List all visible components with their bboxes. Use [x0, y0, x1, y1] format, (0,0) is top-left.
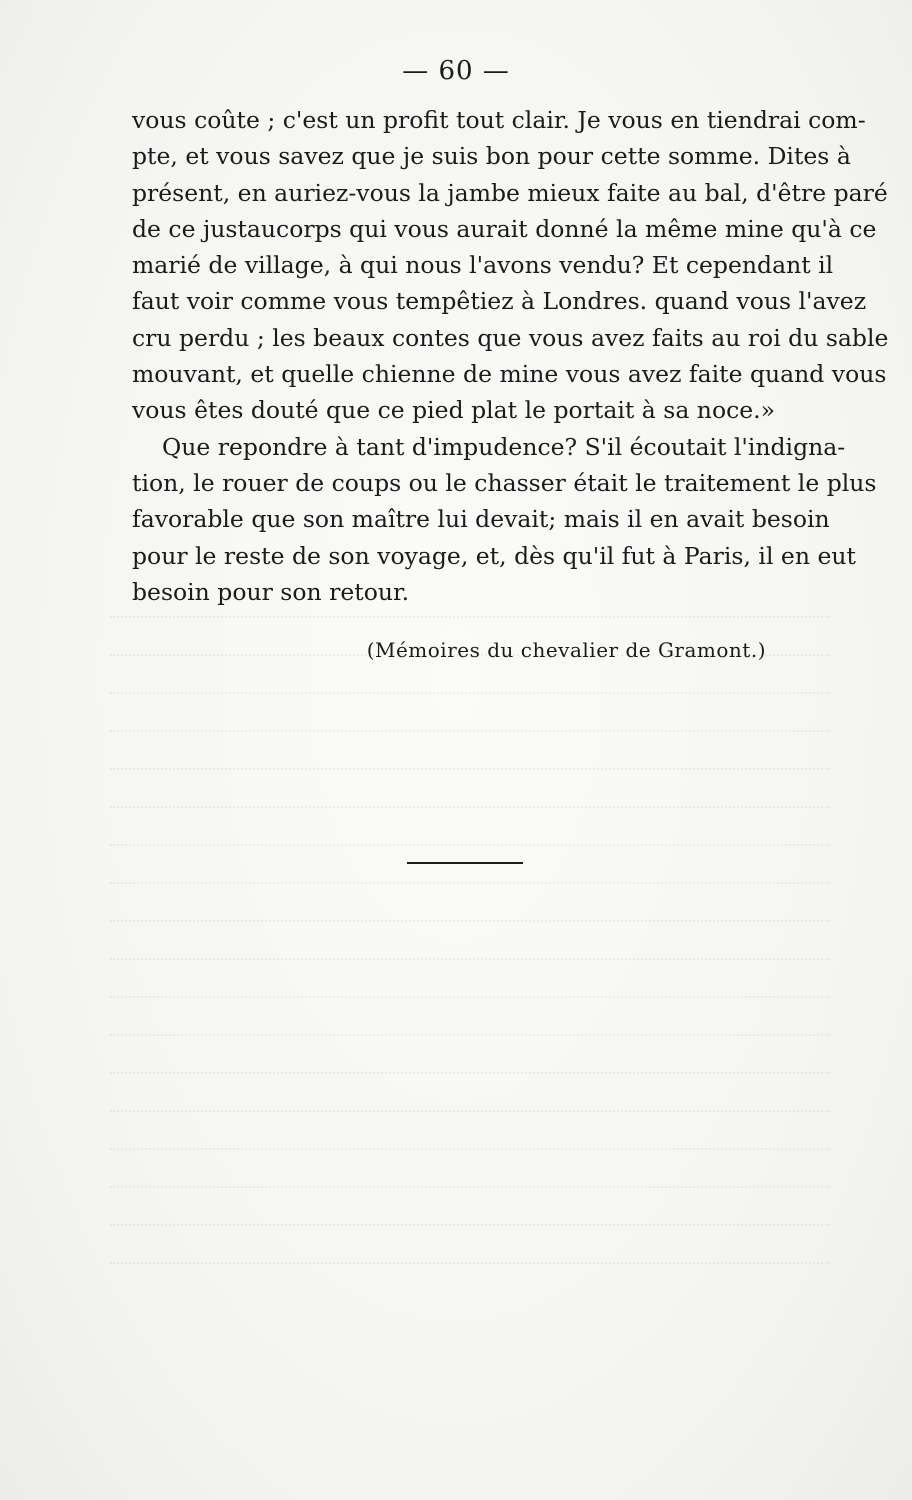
text-line: vous coûte ; c'est un profit tout clair. Je vous en tiendrai com-	[132, 106, 866, 134]
section-divider	[407, 862, 523, 864]
text-line: tion, le rouer de coups ou le chasser était le traitement le plus	[132, 468, 877, 497]
source-citation: (Mémoires du chevalier de Gramont.)	[366, 638, 766, 662]
text-line: vous êtes douté que ce pied plat le portait à sa noce.»	[132, 396, 776, 425]
text-line: pour le reste de son voyage, et, dès qu'il fut à Paris, il en eut	[132, 541, 856, 570]
text-line: pte, et vous savez que je suis bon pour cette somme. Dites à	[132, 142, 851, 171]
text-line: favorable que son maître lui devait; mais il en avait besoin	[132, 505, 830, 534]
text-line: Que repondre à tant d'impudence? S'il écoutait l'indigna-	[162, 432, 846, 461]
text-line: mouvant, et quelle chienne de mine vous avez faite quand vous	[132, 360, 887, 389]
bleed-through-text	[110, 580, 830, 1280]
text-line: de ce justaucorps qui vous aurait donné la même mine qu'à ce	[132, 214, 877, 243]
paragraph-narration	[132, 429, 877, 610]
text-line: marié de village, à qui nous l'avons vendu? Et cependant il	[132, 251, 834, 280]
text-line: cru perdu ; les beaux contes que vous avez faits au roi du sable	[132, 323, 889, 352]
page-number: — 60 —	[402, 56, 510, 86]
body-text	[132, 102, 889, 610]
text-line: besoin pour son retour.	[132, 577, 410, 606]
paragraph-dialogue	[132, 102, 889, 429]
text-line: faut voir comme vous tempêtiez à Londres. quand vous l'avez	[132, 287, 867, 316]
text-line: présent, en auriez-vous la jambe mieux faite au bal, d'être paré	[132, 178, 888, 207]
